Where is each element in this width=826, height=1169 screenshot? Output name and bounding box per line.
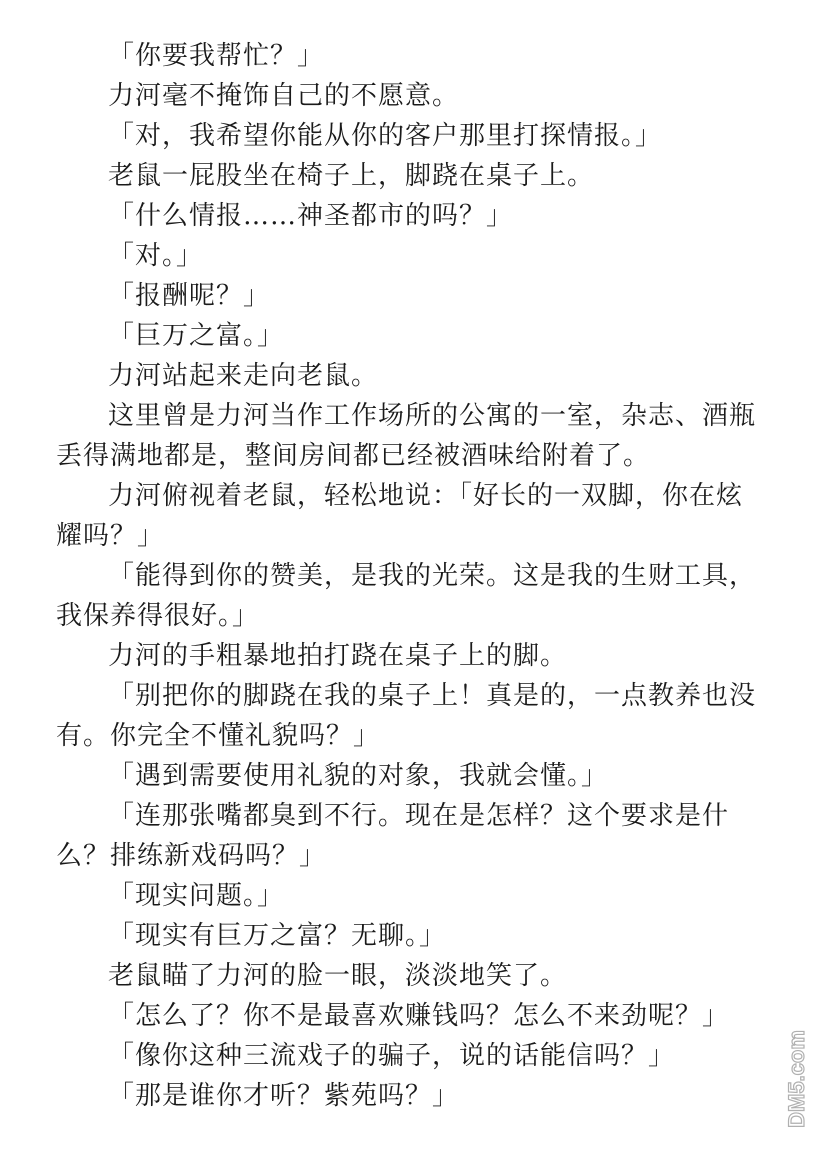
- paragraph: 「遇到需要使用礼貌的对象，我就会懂。」: [108, 761, 609, 791]
- paragraph: 力河站起来走向老鼠。: [108, 361, 379, 391]
- dm5-watermark-logo: [784, 1019, 818, 1139]
- paragraph: 这里曾是力河当作工作场所的公寓的一室，杂志、酒瓶丢得满地都是，整间房间都已经被酒味给附着了。: [56, 401, 757, 471]
- paragraph: 「报酬呢？」: [108, 281, 271, 311]
- paragraph: 「怎么了？你不是最喜欢赚钱吗？怎么不来劲呢？」: [108, 1001, 730, 1031]
- paragraph: 力河的手粗暴地拍打跷在桌子上的脚。: [108, 641, 568, 671]
- paragraph: 「连那张嘴都臭到不行。现在是怎样？这个要求是什么？排练新戏码吗？」: [56, 801, 730, 871]
- paragraph: 「对。」: [108, 241, 204, 271]
- paragraph: 老鼠瞄了力河的脸一眼，淡淡地笑了。: [108, 961, 568, 991]
- page-text: [56, 36, 756, 1116]
- watermark-text: DM5.com: [784, 1030, 809, 1128]
- paragraph: 「巨万之富。」: [108, 321, 285, 351]
- paragraph: 力河俯视着老鼠，轻松地说：「好长的一双脚，你在炫耀吗？」: [56, 481, 744, 551]
- paragraph: 「能得到你的赞美，是我的光荣。这是我的生财工具，我保养得很好。」: [56, 561, 757, 631]
- paragraph: 老鼠一屁股坐在椅子上，脚跷在桌子上。: [108, 161, 595, 191]
- paragraph: 力河毫不掩饰自己的不愿意。: [108, 81, 460, 111]
- paragraph: 「你要我帮忙？」: [108, 41, 325, 71]
- paragraph: 「别把你的脚跷在我的桌子上！真是的，一点教养也没有。你完全不懂礼貌吗？」: [56, 681, 757, 751]
- paragraph: 「那是谁你才听？紫苑吗？」: [108, 1081, 460, 1111]
- paragraph: 「现实有巨万之富？无聊。」: [108, 921, 447, 951]
- paragraph: 「什么情报……神圣都市的吗？」: [108, 201, 514, 231]
- paragraph: 「像你这种三流戏子的骗子，说的话能信吗？」: [108, 1041, 676, 1071]
- paragraph: 「对，我希望你能从你的客户那里打探情报。」: [108, 121, 663, 151]
- paragraph: 「现实问题。」: [108, 881, 285, 911]
